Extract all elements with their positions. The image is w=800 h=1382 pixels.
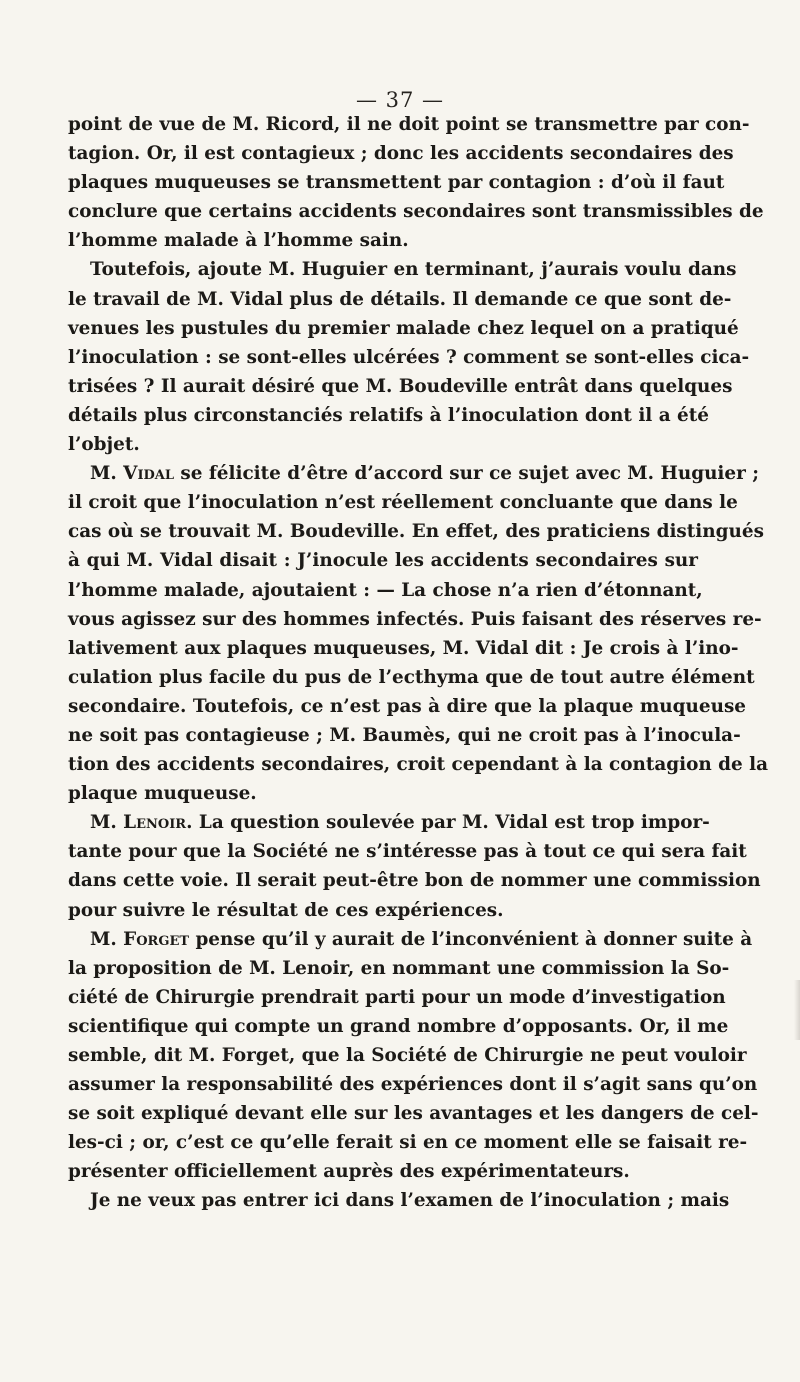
text-line: trisées ? Il aurait désiré que M. Boudeville entrât dans quelques <box>68 375 733 397</box>
speaker-name: Lenoir <box>123 812 187 834</box>
text-line <box>68 459 760 488</box>
text-line: Je ne veux pas entrer ici dans l’examen de l’inoculation ; mais <box>90 1190 730 1212</box>
text-line: pour suivre le résultat de ces expériences. <box>68 899 504 921</box>
page-edge-stain <box>794 980 800 1040</box>
text-line: dans cette voie. Il serait peut-être bon de nommer une commission <box>68 870 761 892</box>
page-number: — 37 — <box>355 88 445 112</box>
text-line: vous agissez sur des hommes infectés. Puis faisant des réserves re- <box>68 608 762 630</box>
text-line: la proposition de M. Lenoir, en nommant une commission la So- <box>68 957 730 979</box>
text-line: le travail de M. Vidal plus de détails. Il demande ce que sont de- <box>68 288 732 310</box>
text-line: il croit que l’inoculation n’est réellement concluante que dans le <box>68 492 738 514</box>
text-line: culation plus facile du pus de l’ecthyma que de tout autre élément <box>68 666 755 688</box>
speaker-prefix: M. <box>90 928 124 950</box>
text-line: Toutefois, ajoute M. Huguier en terminant, j’aurais voulu dans <box>90 259 737 281</box>
speaker-prefix: M. <box>90 463 124 485</box>
text-line: lativement aux plaques muqueuses, M. Vidal dit : Je crois à l’ino- <box>68 637 739 659</box>
text-line <box>68 808 710 837</box>
line-text: se félicite d’être d’accord sur ce sujet avec M. Huguier ; <box>174 463 760 485</box>
text-line: point de vue de M. Ricord, il ne doit point se transmettre par con- <box>68 114 750 135</box>
text-line: l’inoculation : se sont-elles ulcérées ? comment se sont-elles cica- <box>68 346 750 368</box>
text-line: l’objet. <box>68 434 140 456</box>
text-line: venues les pustules du premier malade chez lequel on a pratiqué <box>68 317 739 339</box>
text-line: à qui M. Vidal disait : J’inocule les accidents secondaires sur <box>68 550 698 572</box>
text-line: l’homme malade à l’homme sain. <box>68 230 409 252</box>
text-line: cas où se trouvait M. Boudeville. En effet, des praticiens distingués <box>68 521 764 543</box>
speaker-prefix: M. <box>90 812 124 834</box>
text-line: assumer la responsabilité des expériences dont il s’agit sans qu’on <box>68 1074 758 1096</box>
text-line: secondaire. Toutefois, ce n’est pas à dire que la plaque muqueuse <box>68 695 747 717</box>
text-line: ciété de Chirurgie prendrait parti pour un mode d’investigation <box>68 986 726 1008</box>
text-line: les-ci ; or, c’est ce qu’elle ferait si en ce moment elle se faisait re- <box>68 1132 748 1154</box>
text-line <box>68 925 753 954</box>
text-line: se soit expliqué devant elle sur les avantages et les dangers de cel- <box>68 1103 759 1125</box>
text-line: tion des accidents secondaires, croit cependant à la contagion de la <box>68 754 769 776</box>
text-line: semble, dit M. Forget, que la Société de Chirurgie ne peut vouloir <box>68 1045 747 1066</box>
text-line: présenter officiellement auprès des expérimentateurs. <box>68 1161 630 1183</box>
text-line: ne soit pas contagieuse ; M. Baumès, qui ne croit pas à l’inocula- <box>68 724 741 746</box>
text-line: plaques muqueuses se transmettent par contagion : d’où il faut <box>68 172 725 194</box>
text-line: tagion. Or, il est contagieux ; donc les accidents secondaires des <box>68 143 734 165</box>
text-line: tante pour que la Société ne s’intéresse pas à tout ce qui sera fait <box>68 841 747 863</box>
line-text: . La question soulevée par M. Vidal est trop impor- <box>186 812 710 834</box>
text-line: détails plus circonstanciés relatifs à l’inoculation dont il a été <box>68 404 709 426</box>
speaker-name: Forget <box>123 928 190 950</box>
text-line: plaque muqueuse. <box>68 783 257 805</box>
line-text: pense qu’il y aurait de l’inconvénient à donner suite à <box>189 928 753 950</box>
speaker-name: Vidal <box>123 463 175 485</box>
body-text <box>68 110 769 1216</box>
text-line: scientifique qui compte un grand nombre d’opposants. Or, il me <box>68 1015 729 1037</box>
text-line: conclure que certains accidents secondaires sont transmissibles de <box>68 201 764 223</box>
text-line: l’homme malade, ajoutaient : — La chose n’a rien d’étonnant, <box>68 579 703 601</box>
